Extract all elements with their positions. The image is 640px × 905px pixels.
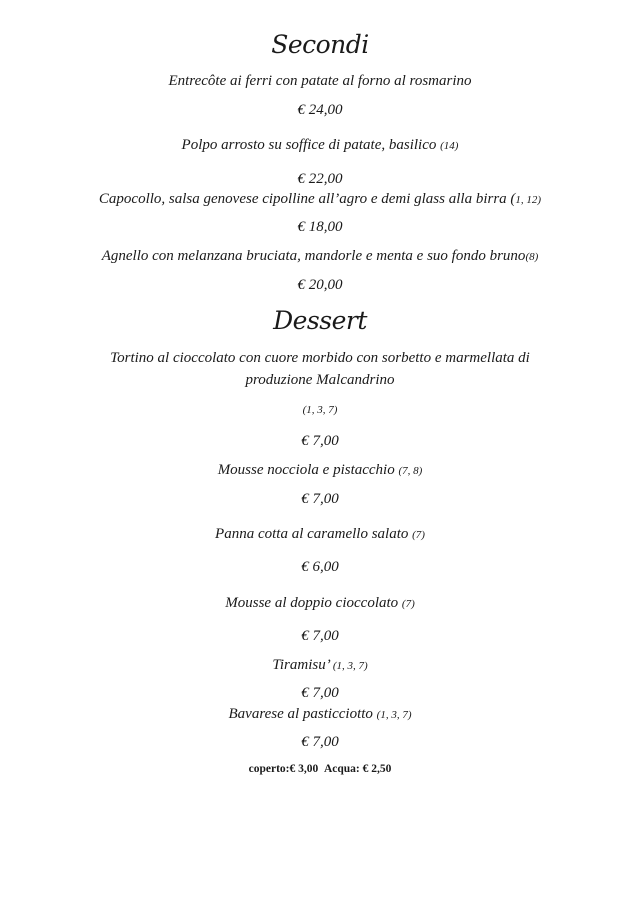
dish-name: Polpo arrosto su soffice di patate, basilico [181,137,437,153]
acqua-charge: Acqua: € 2,50 [323,763,392,775]
dish-name: Capocollo, salsa genovese cipolline all’agro e demi glass alla birra ( [98,191,516,207]
allergen-codes: (14) [440,140,459,152]
menu-item-price: € 6,00 [301,559,339,575]
section-title-secondi: Secondi [271,30,369,59]
allergen-codes: (1, 3, 7) [302,404,338,416]
allergen-codes: (7, 8) [398,465,423,477]
allergen-codes: (1, 3, 7) [332,660,368,672]
allergen-codes: (7) [412,529,425,541]
dish-name: Mousse al doppio cioccolato [225,595,399,611]
menu-item-name: Tortino al cioccolato con cuore morbido con sorbetto e marmellata di produzione Malcandrino [110,350,530,388]
dish-name: Bavarese al pasticciotto [228,706,373,722]
dish-name: Agnello con melanzana bruciata, mandorle e menta e suo fondo bruno [101,248,526,264]
menu-item-name [0,137,640,154]
allergen-codes: 1, 12) [515,194,542,206]
menu-item-price: € 7,00 [301,433,339,449]
allergen-codes: (1, 3, 7) [376,709,412,721]
menu-item-name [0,462,640,479]
coperto-charge: coperto:€ 3,00 [248,763,319,775]
menu-item-price: € 7,00 [301,734,339,750]
menu-item-price: € 18,00 [297,219,343,235]
menu-item-name [0,657,640,674]
dish-name: Mousse nocciola e pistacchio [217,462,395,478]
menu-item-name [0,191,640,208]
menu-item-price: € 22,00 [297,171,343,187]
dish-name: Tiramisu’ [272,657,330,673]
menu-item-price: € 7,00 [301,628,339,644]
menu-item-name [0,248,640,265]
menu-item-price: € 7,00 [301,685,339,701]
allergen-codes: (7) [401,598,415,610]
dish-name: Entrecôte ai ferri con patate al forno al rosmarino [168,73,472,89]
menu-item-price: € 20,00 [297,277,343,293]
menu-item-name [0,73,640,90]
menu-item-price: € 7,00 [301,491,339,507]
allergen-codes: (8) [525,251,539,263]
menu-item-price: € 24,00 [297,102,343,118]
footer-charges [0,763,640,775]
menu-item-name [0,595,640,612]
section-title-dessert: Dessert [273,306,367,335]
menu-item-name [0,526,640,543]
dish-name: Panna cotta al caramello salato [215,526,409,542]
menu-item-name [0,706,640,723]
